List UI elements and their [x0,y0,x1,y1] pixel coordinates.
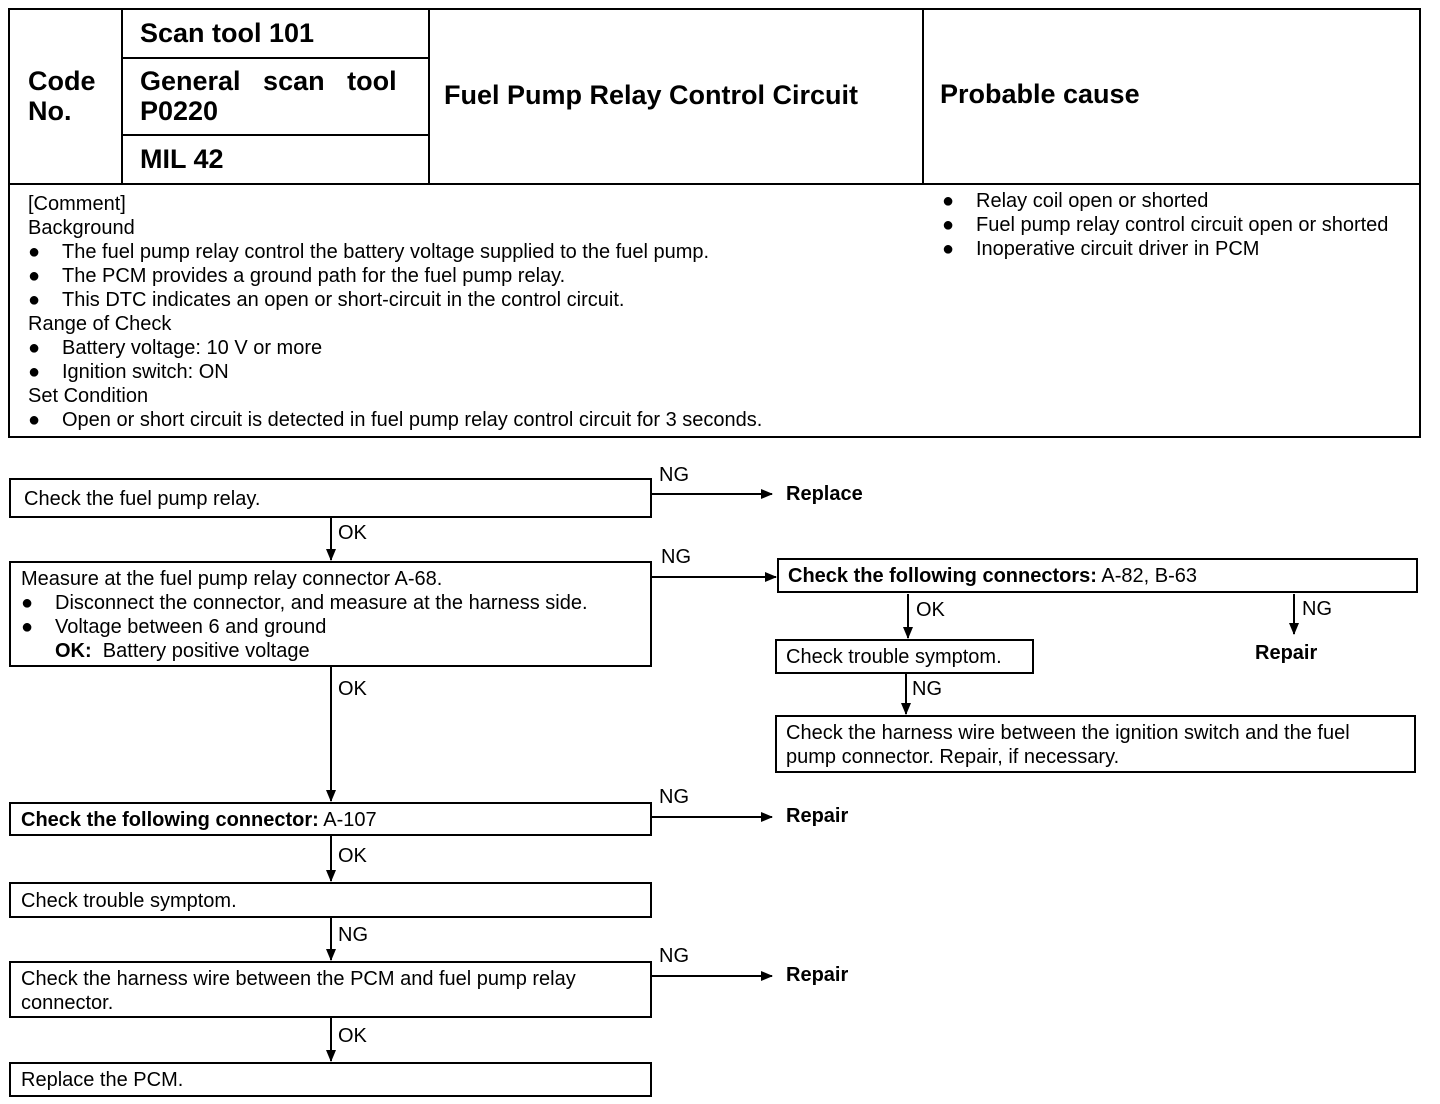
comment-bullet-item: ● Ignition switch: ON [28,361,229,383]
comment-bullet-item: ● The PCM provides a ground path for the fuel pump relay. [28,265,566,287]
cause-item: ● Fuel pump relay control circuit open or shorted [942,214,1389,236]
probable-cause-heading: Probable cause [940,79,1140,109]
step-right-check-symptom: Check trouble symptom. [775,639,1034,674]
ng-label-step5: NG [659,945,689,967]
cause-item: ● Inoperative circuit driver in PCM [942,238,1260,260]
bullet-icon: ● [942,238,955,260]
step-check-connector-a107: Check the following connector: A-107 [9,802,652,836]
comment-heading: Set Condition [28,385,149,407]
ok-label-step1: OK [338,522,367,544]
step-replace-pcm: Replace the PCM. [9,1062,652,1097]
bullet-icon: ● [28,409,41,431]
step-measure-connector: Measure at the fuel pump relay connector A-68. ● Disconnect the connector, and measure at the harness side. ● Voltage between 6 and ground OK: Battery positive voltage [9,561,652,667]
ng-label-step3: NG [659,786,689,808]
general-scan-tool-code: General scan tool P0220 [140,66,397,126]
ng-label-step1: NG [659,464,689,486]
cause-item: ● Relay coil open or shorted [942,190,1209,212]
scan-tool-code: Scan tool 101 [140,18,315,48]
mil-code: MIL 42 [140,144,224,174]
step-check-harness-ignition: Check the harness wire between the ignition switch and the fuel pump connector. Repair, if necessary. [775,715,1416,773]
bullet-icon: ● [28,265,41,287]
comment-heading: Range of Check [28,313,172,335]
result-repair-step3: Repair [786,805,849,827]
ng-label-right-symptom: NG [912,678,942,700]
bullet-icon: ● [28,241,41,263]
bullet-icon: ● [942,214,955,236]
bullet-icon: ● [942,190,955,212]
bullet-icon: ● [28,289,41,311]
ng-label-step4: NG [338,924,368,946]
ok-label-connectors: OK [916,599,945,621]
ok-label-step5: OK [338,1025,367,1047]
comment-bullet-item: ● Battery voltage: 10 V or more [28,337,323,359]
ok-label-step2: OK [338,678,367,700]
result-repair-step5: Repair [786,964,849,986]
ng-label-step2: NG [661,546,691,568]
ok-label-step3: OK [338,845,367,867]
comment-bullet-item: ● The fuel pump relay control the battery voltage supplied to the fuel pump. [28,241,710,263]
bullet-icon: ● [28,337,41,359]
comment-heading: [Comment] [28,193,126,215]
bullet-icon: ● [28,361,41,383]
comment-heading: Background [28,217,135,239]
code-label: Code No. [28,66,96,126]
step-check-symptom: Check trouble symptom. [9,882,652,918]
ng-label-connectors: NG [1302,598,1332,620]
page-title: Fuel Pump Relay Control Circuit [444,80,859,110]
step-check-harness-pcm: Check the harness wire between the PCM and fuel pump relay connector. [9,961,652,1018]
result-repair-connectors: Repair [1255,642,1318,664]
comment-bullet-item: ● Open or short circuit is detected in fuel pump relay control circuit for 3 seconds. [28,409,763,431]
step-check-relay: Check the fuel pump relay. [9,478,652,518]
step-check-connectors-a82-b63: Check the following connectors: A-82, B-63 [777,558,1418,593]
comment-bullet-item: ● This DTC indicates an open or short-circuit in the control circuit. [28,289,625,311]
result-replace: Replace [786,483,863,505]
